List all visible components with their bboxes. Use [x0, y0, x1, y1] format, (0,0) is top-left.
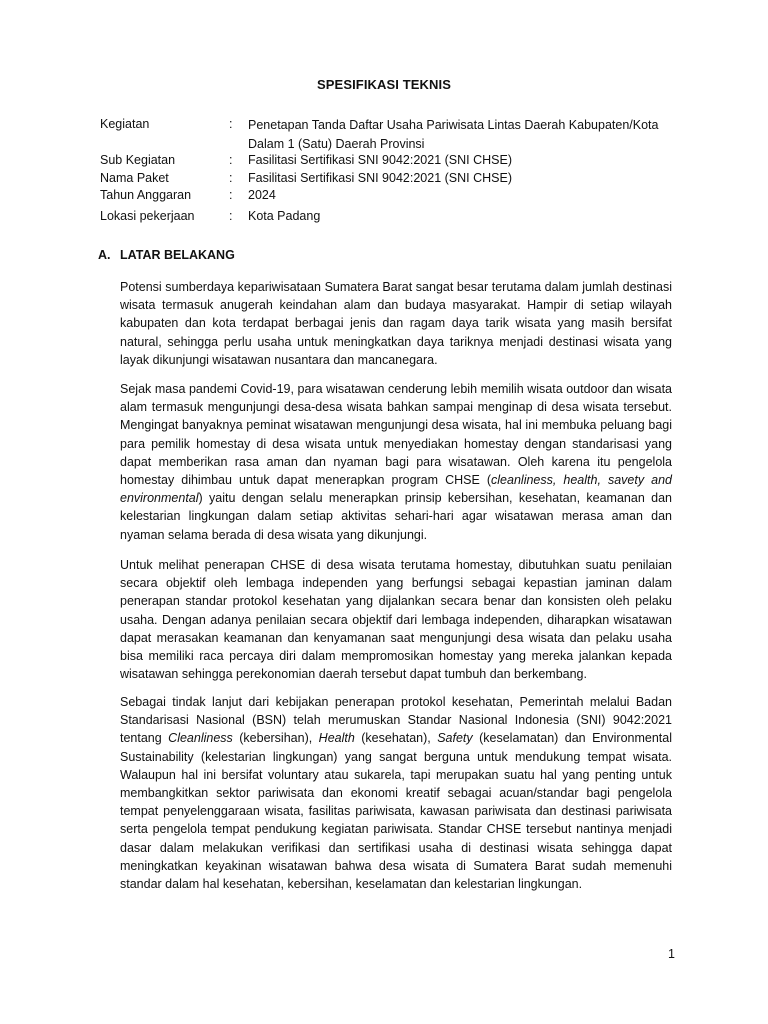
meta-label: Nama Paket — [100, 171, 169, 185]
meta-label: Lokasi pekerjaan — [100, 209, 195, 223]
paragraph-text: (keselamatan) dan Environmental Sustainability (kelestarian lingkungan) yang sangat berguna untuk mendukung tempat wisata. Walaupun hal ini bersifat voluntary atau sukarela, tapi merupakan suatu hal yang penting untuk membangkitkan sektor pariwisata dan ekonomi kreatif sebagai acuan/standar bagi pengelola tempat penyelenggaraan wisata, fasilitas pariwisata, kawasan pariwisata dan destinasi pariwisata serta pengelola tempat pendukung kegiatan pariwisata. Standar CHSE tersebut nantinya menjadi dasar dalam melakukan verifikasi dan sertifikasi usaha di destinasi wisata sehingga dapat meningkatkan keyakinan wisatawan bahwa desa wisata di Sumatera Barat sudah memenuhi standar dalam hal kesehatan, kebersihan, keselamatan dan kelestarian lingkungan. — [120, 731, 672, 892]
meta-colon: : — [229, 117, 233, 131]
paragraph-text: (kesehatan), — [354, 731, 438, 746]
paragraph-italic-text: Health — [318, 731, 355, 746]
meta-label: Kegiatan — [100, 117, 150, 131]
paragraph-4 — [120, 693, 672, 893]
meta-value: Kota Padang — [248, 209, 321, 223]
meta-colon: : — [229, 188, 233, 202]
meta-value: 2024 — [248, 188, 276, 202]
paragraph-text: Sejak masa pandemi Covid-19, para wisatawan cenderung lebih memilih wisata outdoor dan wisata alam termasuk mengunjungi desa-desa wisata bahkan sampai menginap di desa wisata tersebut. Mengingat banyaknya peminat wisatawan mengunjungi desa wisata, hal ini membuka peluang bagi para pemilik homestay di desa wisata untuk menyediakan homestay dengan standarisasi yang dapat memberikan rasa aman dan nyaman bagi para wisatawan. Oleh karena itu pengelola homestay dihimbau untuk dapat menerapkan program CHSE ( — [120, 382, 672, 488]
paragraph-italic-text: cleanliness, health, savety and environmental — [120, 473, 672, 506]
page-number: 1 — [668, 947, 675, 961]
paragraph-2 — [120, 380, 672, 544]
section-title: LATAR BELAKANG — [120, 248, 235, 262]
meta-label: Sub Kegiatan — [100, 153, 176, 167]
paragraph-text: (kebersihan), — [232, 731, 319, 746]
meta-colon: : — [229, 209, 233, 223]
paragraph-italic-text: Cleanliness — [168, 731, 233, 746]
section-letter: A. — [98, 248, 111, 262]
section-heading-latar-belakang — [98, 248, 235, 262]
meta-value: Penetapan Tanda Daftar Usaha Pariwisata Lintas Daerah Kabupaten/Kota Dalam 1 (Satu) Daerah Provinsi — [248, 118, 659, 151]
paragraph-text: Sebagai tindak lanjut dari kebijakan penerapan protokol kesehatan, Pemerintah melalui Badan Standarisasi Nasional (BSN) telah merumuskan Standar Nasional Indonesia (SNI) 9042:2021 tentang — [120, 695, 672, 746]
paragraph-3: Untuk melihat penerapan CHSE di desa wisata terutama homestay, dibutuhkan suatu penilaian secara objektif oleh lembaga independen yang berfungsi sebagai kepastian jaminan dalam penerapan standar protokol kesehatan yang dijalankan secara benar dan konsisten oleh pelaku usaha. Dengan adanya penilaian secara objektif dari lembaga independen, diharapkan wisatawan dapat merasakan keamanan dan kenyamanan saat mengunjungi desa wisata dan pelaku usaha bisa memiliki raca percaya diri dalam mempromosikan homestay yang mereka jalankan kepada wisatawan sehingga perekonomian daerah tersebut dapat tumbuh dan berkembang. — [120, 558, 672, 682]
meta-value: Fasilitasi Sertifikasi SNI 9042:2021 (SNI CHSE) — [248, 153, 512, 167]
meta-colon: : — [229, 171, 233, 185]
paragraph-text: ) yaitu dengan selalu menerapkan prinsip kebersihan, kesehatan, keamanan dan kelestarian lingkungan dalam setiap aktivitas sehari-hari agar wisatawan merasa aman dan nyaman selama berada di desa wisata yang dikunjungi. — [120, 491, 672, 542]
paragraph-1: Potensi sumberdaya kepariwisataan Sumatera Barat sangat besar terutama dalam jumlah destinasi wisata termasuk anugerah keindahan alam dan budaya masyarakat. Hampir di setiap wilayah kabupaten dan kota terdapat berbagai jenis dan ragam daya tarik wisata yang masih bersifat natural, sehingga perlu usaha untuk meningkatkan daya tariknya menjadi destinasi wisata yang layak dikunjungi wisatawan nusantara dan mancanegara. — [120, 280, 672, 367]
document-title: SPESIFIKASI TEKNIS — [317, 77, 451, 92]
paragraph-italic-text: Safety — [437, 731, 473, 746]
meta-value: Fasilitasi Sertifikasi SNI 9042:2021 (SNI CHSE) — [248, 171, 512, 185]
meta-colon: : — [229, 153, 233, 167]
meta-label: Tahun Anggaran — [100, 188, 192, 202]
